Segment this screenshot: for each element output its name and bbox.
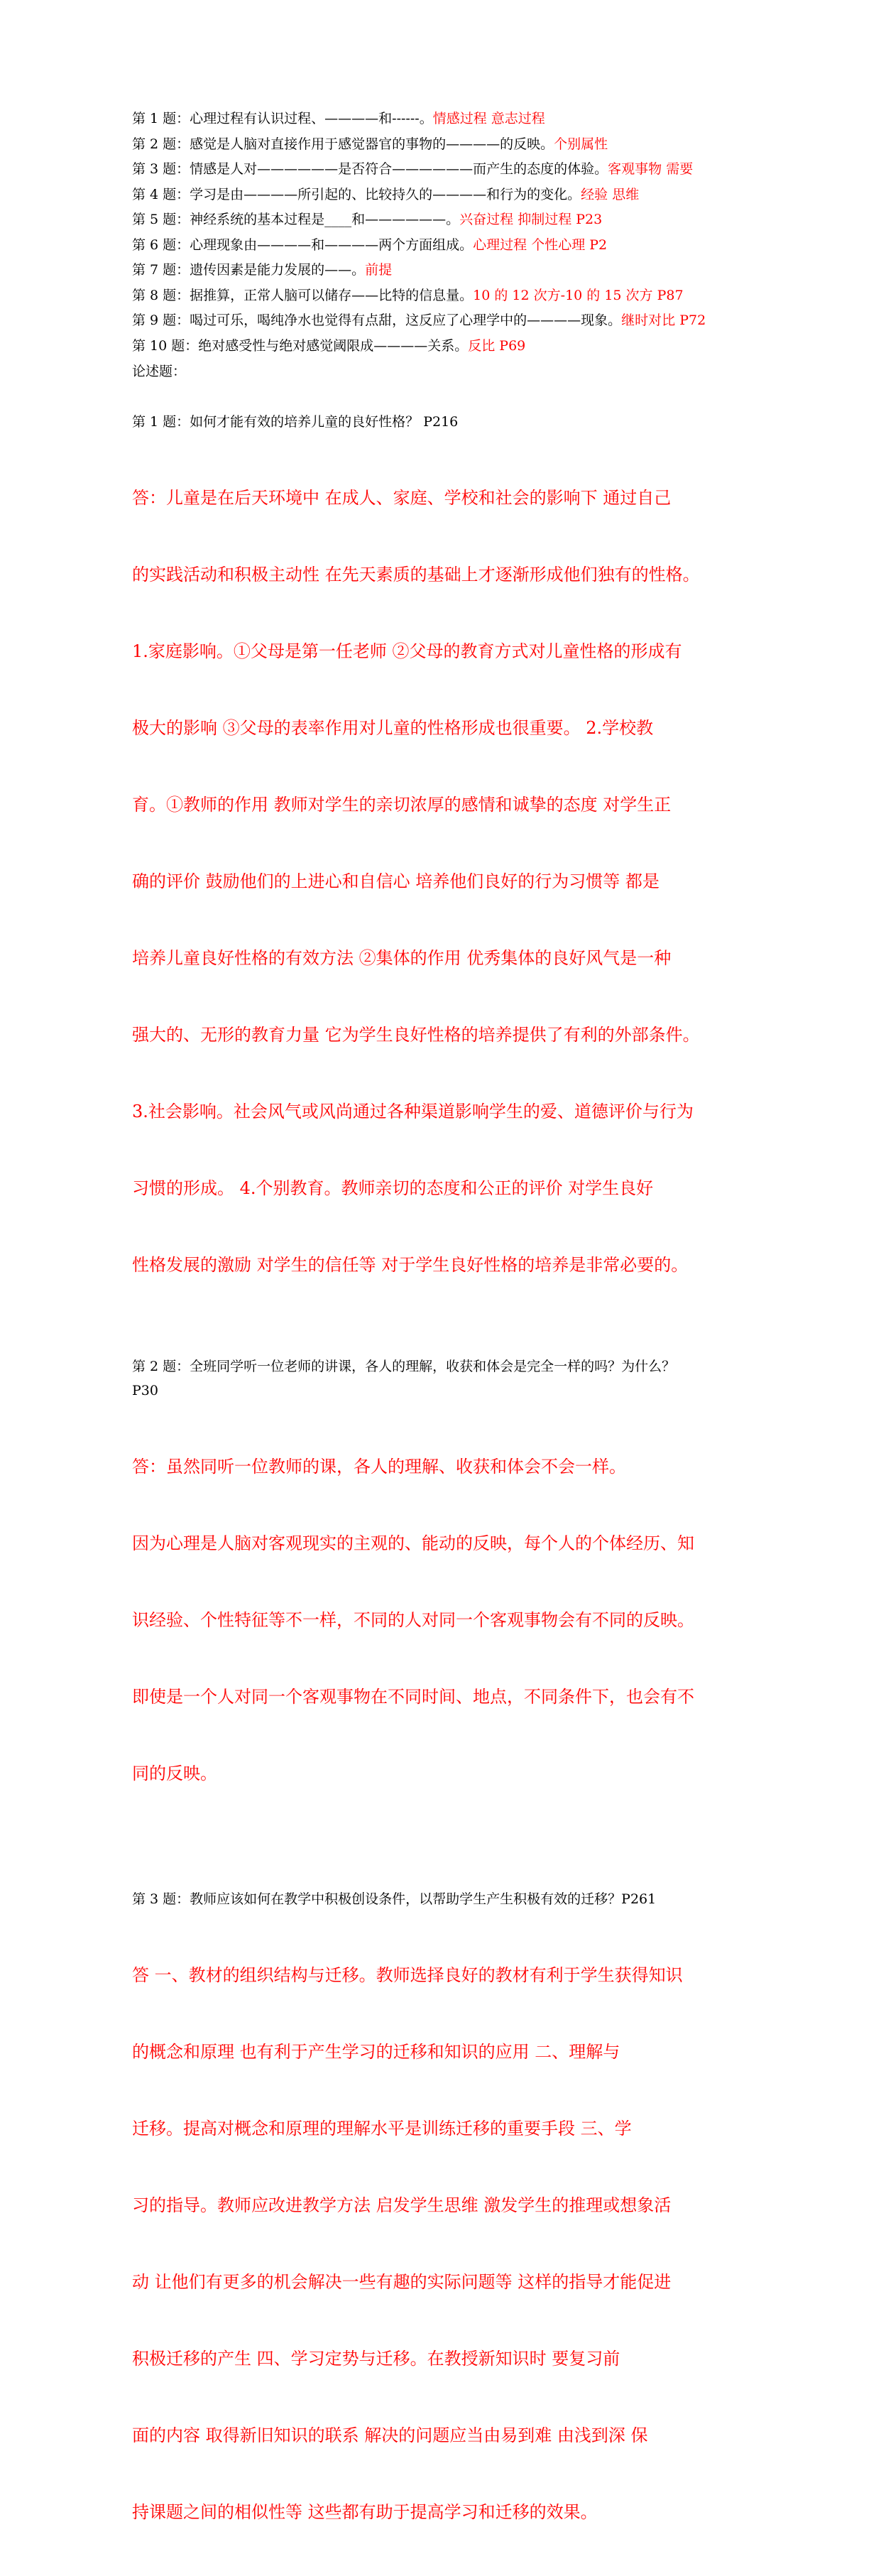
answer-line: 性格发展的激励 对学生的信任等 对于学生良好性格的培养是非常必要的。 [132, 1255, 689, 1275]
fill-in-question-8 [132, 283, 750, 309]
answer-text: 经验 思维 [581, 186, 640, 202]
answer-line: 习惯的形成。 4.个别教育。教师亲切的态度和公正的评价 对学生良好 [132, 1178, 654, 1198]
answer-line: 答：虽然同听一位教师的课，各人的理解、收获和体会不会一样。 [132, 1457, 626, 1477]
answer-line: 确的评价 鼓励他们的上进心和自信心 培养他们良好的行为习惯等 都是 [132, 871, 660, 891]
fill-in-question-1 [132, 107, 750, 132]
fill-in-question-3 [132, 157, 750, 183]
answer-line: 习的指导。教师应改进教学方法 启发学生思维 激发学生的推理或想象活 [132, 2195, 672, 2215]
answer-text: 个别属性 [554, 136, 608, 152]
question-text: 第 3 题：情感是人对——————是否符合——————而产生的态度的体验。 [132, 161, 608, 177]
question-text: 第 4 题：学习是由————所引起的、比较持久的————和行为的变化。 [132, 186, 581, 202]
answer-line: 动 让他们有更多的机会解决一些有趣的实际问题等 这样的指导才能促进 [132, 2272, 672, 2292]
essay-question-text: 第 3 题：教师应该如何在教学中积极创设条件，以帮助学生产生积极有效的迁移？P261 [132, 1891, 657, 1907]
answer-text: 继时对比 P72 [621, 313, 706, 328]
essay-question-text [132, 1354, 750, 1403]
answer-line: 面的内容 取得新旧知识的联系 解决的问题应当由易到难 由浅到深 保 [132, 2425, 648, 2445]
answer-line: 育。①教师的作用 教师对学生的亲切浓厚的感情和诚挚的态度 对学生正 [132, 795, 672, 815]
question-text: 第 6 题：心理现象由————和————两个方面组成。 [132, 237, 474, 253]
fill-in-section [132, 107, 750, 359]
answer-text: 反比 P69 [468, 337, 526, 354]
answer-line: 答：儿童是在后天环境中 在成人、家庭、学校和社会的影响下 通过自己 [132, 488, 672, 508]
fill-in-question-7 [132, 258, 750, 283]
question-text: 第 2 题：感觉是人脑对直接作用于感觉器官的事物的————的反映。 [132, 136, 554, 152]
answer-text: 客观事物 需要 [608, 161, 694, 177]
answer-line: 3.社会影响。社会风气或风尚通过各种渠道影响学生的爱、道德评价与行为 [132, 1102, 694, 1121]
fill-in-question-6 [132, 233, 750, 259]
fill-in-question-4 [132, 183, 750, 208]
answer-line: 迁移。提高对概念和原理的理解水平是训练迁移的重要手段 三、学 [132, 2119, 632, 2138]
answer-line: 1.家庭影响。①父母是第一任老师 ②父母的教育方式对儿童性格的形成有 [132, 641, 682, 661]
answer-line: 极大的影响 ③父母的表率作用对儿童的性格形成也很重要。 2.学校教 [132, 718, 654, 738]
question-line: P30 [132, 1383, 158, 1398]
question-line: 第 2 题：全班同学听一位老师的讲课，各人的理解，收获和体会是完全一样的吗？为什么？ [132, 1359, 676, 1374]
question-text: 第 5 题：神经系统的基本过程是____和——————。 [132, 212, 460, 227]
answer-line: 即使是一个人对同一个客观事物在不同时间、地点，不同条件下，也会有不 [132, 1687, 694, 1707]
document-page [132, 107, 750, 2576]
answer-line: 积极迁移的产生 四、学习定势与迁移。在教授新知识时 要复习前 [132, 2349, 620, 2369]
answer-text: 兴奋过程 抑制过程 P23 [459, 212, 603, 227]
answer-line: 强大的、无形的教育力量 它为学生良好性格的培养提供了有利的外部条件。 [132, 1025, 700, 1045]
answer-line: 持课题之间的相似性等 这些都有助于提高学习和迁移的效果。 [132, 2502, 598, 2522]
essay-answer [132, 434, 750, 1329]
answer-text: 10 的 12 次方-10 的 15 次方 P87 [473, 287, 684, 303]
question-text: 第 10 题：绝对感受性与绝对感觉阈限成————关系。 [132, 337, 469, 354]
question-text: 第 1 题：心理过程有认识过程、————和------。 [132, 111, 433, 126]
question-text: 第 7 题：遗传因素是能力发展的——。 [132, 262, 366, 278]
question-text: 第 8 题：据推算，正常人脑可以储存——比特的信息量。 [132, 287, 474, 303]
essay-question-2 [132, 1354, 750, 1837]
fill-in-question-10 [132, 334, 750, 359]
answer-line: 的概念和原理 也有利于产生学习的迁移和知识的应用 二、理解与 [132, 2042, 620, 2062]
fill-in-question-9 [132, 308, 750, 334]
essay-question-1 [132, 410, 750, 1329]
question-text: 第 9 题：喝过可乐，喝纯净水也觉得有点甜，这反应了心理学中的————现象。 [132, 313, 622, 328]
answer-text: 情感过程 意志过程 [432, 111, 545, 126]
answer-text: 前提 [365, 262, 393, 278]
answer-line: 的实践活动和积极主动性 在先天素质的基础上才逐渐形成他们独有的性格。 [132, 565, 700, 585]
answer-line: 识经验、个性特征等不一样，不同的人对同一个客观事物会有不同的反映。 [132, 1610, 694, 1630]
essay-section-heading: 论述题： [132, 364, 187, 379]
answer-line: 答 一、教材的组织结构与迁移。教师选择良好的教材有利于学生获得知识 [132, 1965, 683, 1985]
answer-text: 心理过程 个性心理 P2 [473, 237, 608, 253]
essay-answer [132, 1403, 750, 1837]
essay-question-text: 第 1 题：如何才能有效的培养儿童的良好性格？ P216 [132, 414, 459, 430]
essay-question-3 [132, 1887, 750, 2576]
fill-in-question-2 [132, 132, 750, 158]
answer-line: 培养儿童良好性格的有效方法 ②集体的作用 优秀集体的良好风气是一种 [132, 948, 672, 968]
answer-line: 同的反映。 [132, 1763, 217, 1783]
fill-in-question-5 [132, 207, 750, 233]
essay-answer [132, 1911, 750, 2576]
answer-line: 因为心理是人脑对客观现实的主观的、能动的反映，每个人的个体经历、知 [132, 1533, 694, 1553]
